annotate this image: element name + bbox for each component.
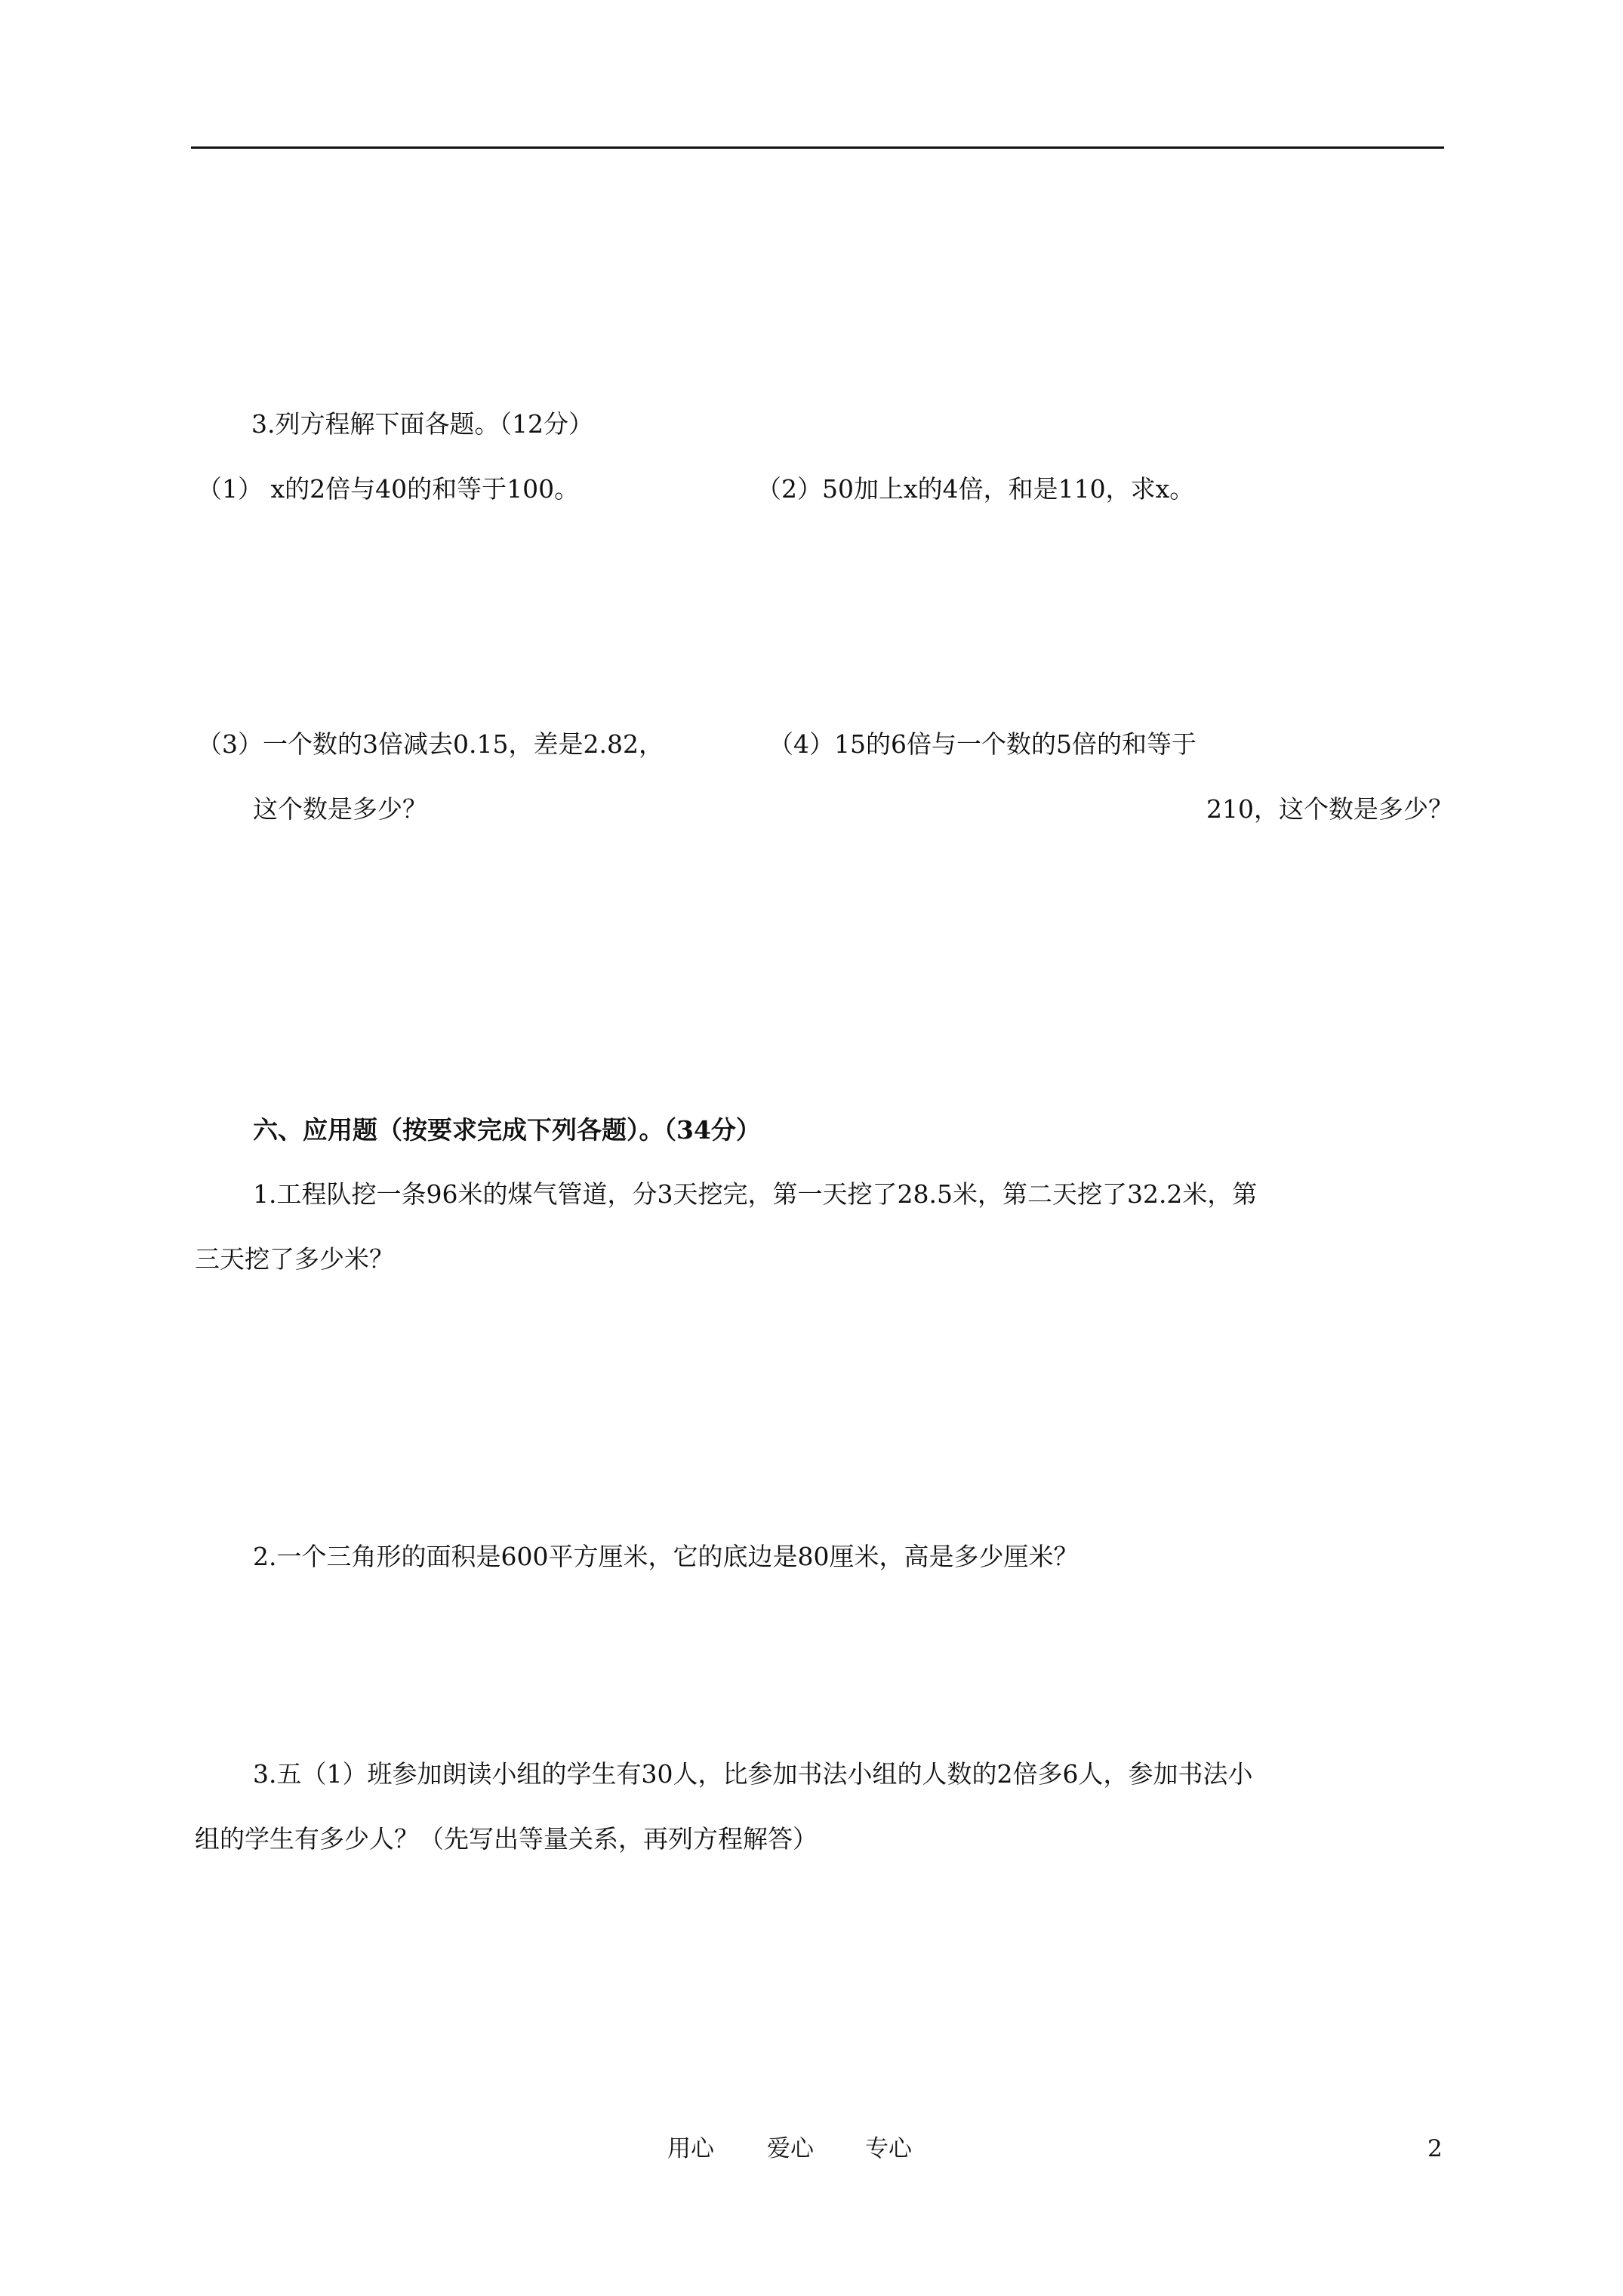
problem-3-line-1: 3.五（1）班参加朗读小组的学生有30人，比参加书法小组的人数的2倍多6人，参加书法小: [253, 1759, 1253, 1789]
question-1: （1） x的2倍与40的和等于100。: [197, 474, 580, 504]
question-4-line-1: （4）15的6倍与一个数的5倍的和等于: [768, 729, 1196, 759]
problem-1-line-2: 三天挖了多少米？: [195, 1244, 394, 1274]
header-rule: [191, 146, 1444, 149]
footer-motto-2: 爱心: [767, 2135, 814, 2162]
question-4-line-2: 210，这个数是多少？: [1206, 794, 1453, 824]
page-number: 2: [1427, 2135, 1443, 2162]
question-3-line-1: （3）一个数的3倍减去0.15，差是2.82，: [197, 729, 664, 759]
applications-heading: 六、应用题（按要求完成下列各题）。（34分）: [253, 1115, 761, 1145]
problem-2: 2.一个三角形的面积是600平方厘米，它的底边是80厘米，高是多少厘米？: [253, 1542, 1079, 1571]
problem-3-line-2: 组的学生有多少人？（先写出等量关系，再列方程解答）: [195, 1824, 818, 1854]
footer-motto-3: 专心: [865, 2135, 912, 2162]
problem-1-line-1: 1.工程队挖一条96米的煤气管道，分3天挖完，第一天挖了28.5米，第二天挖了32.2米，第: [253, 1179, 1258, 1209]
footer-motto-1: 用心: [667, 2135, 714, 2162]
question-2: （2）50加上x的4倍，和是110，求x。: [756, 474, 1195, 504]
question-3-line-2: 这个数是多少？: [253, 794, 427, 824]
equations-heading: 3.列方程解下面各题。（12分）: [251, 409, 593, 439]
